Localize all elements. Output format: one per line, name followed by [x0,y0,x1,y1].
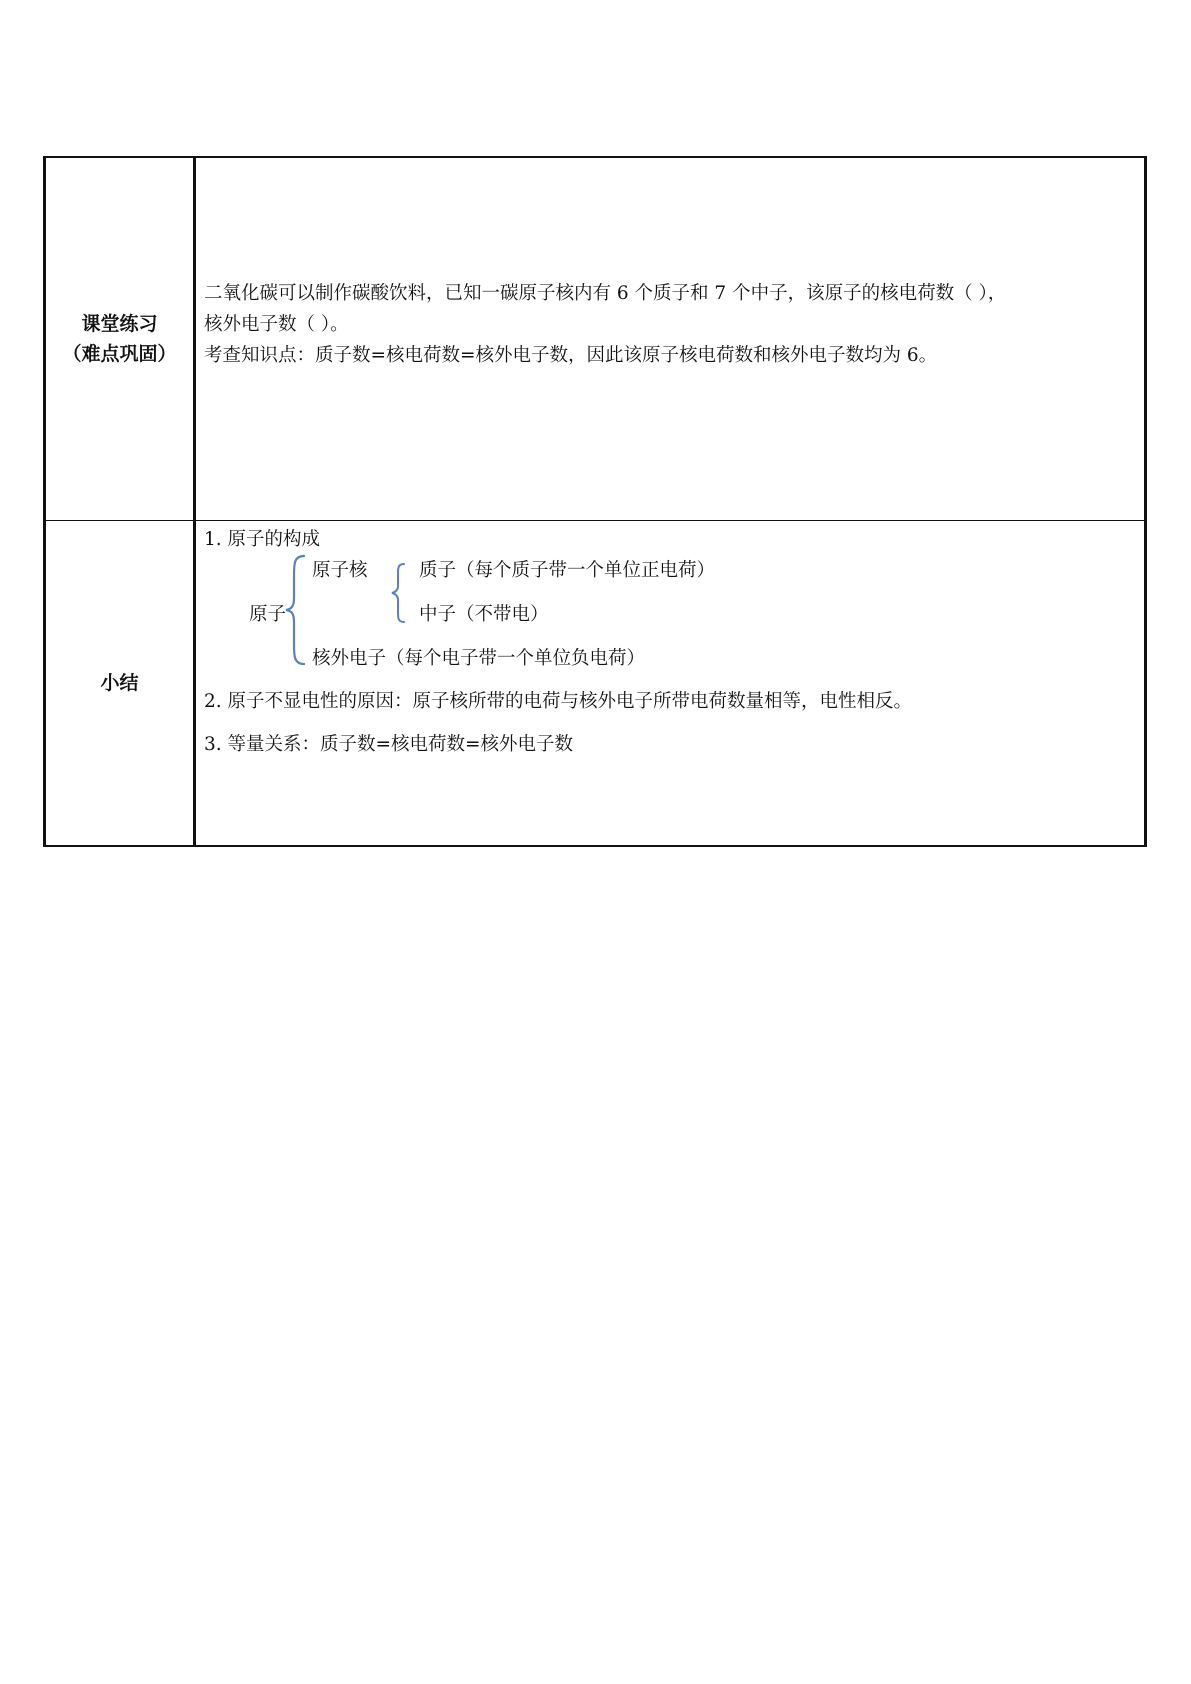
curly-brace-icon [284,554,310,666]
diagram-electron: 核外电子（每个电子带一个单位负电荷） [312,648,646,669]
table-row-practice [43,156,1147,521]
diagram-proton: 质子（每个质子带一个单位正电荷） [419,560,716,581]
column-divider [193,520,196,845]
diagram-root-atom: 原子 [249,604,287,625]
summary-item-1-title: 1. 原子的构成 [204,529,321,550]
summary-item-3: 3. 等量关系：质子数=核电荷数=核外电子数 [204,734,574,755]
table-row-summary [43,520,1147,847]
summary-label-cell [46,520,193,845]
question-line-2: 核外电子数（ ）。 [204,314,349,335]
summary-label: 小结 [100,671,139,694]
practice-label-line2: （难点巩固） [62,343,177,365]
answer-line: 考查知识点：质子数=核电荷数=核外电子数，因此该原子核电荷数和核外电子数均为 6。 [204,345,938,366]
column-divider [193,158,196,520]
practice-label-cell [46,158,193,520]
summary-item-2: 2. 原子不显电性的原因：原子核所带的电荷与核外电子所带电荷数量相等，电性相反。 [204,691,913,712]
diagram-neutron: 中子（不带电） [419,604,549,625]
diagram-nucleus: 原子核 [312,560,368,581]
curly-brace-icon [390,562,408,624]
question-line-1: 二氧化碳可以制作碳酸饮料，已知一碳原子核内有 6 个质子和 7 个中子，该原子的核电荷数（ ）， [204,283,1007,304]
practice-label-line1: 课堂练习 [81,313,158,335]
